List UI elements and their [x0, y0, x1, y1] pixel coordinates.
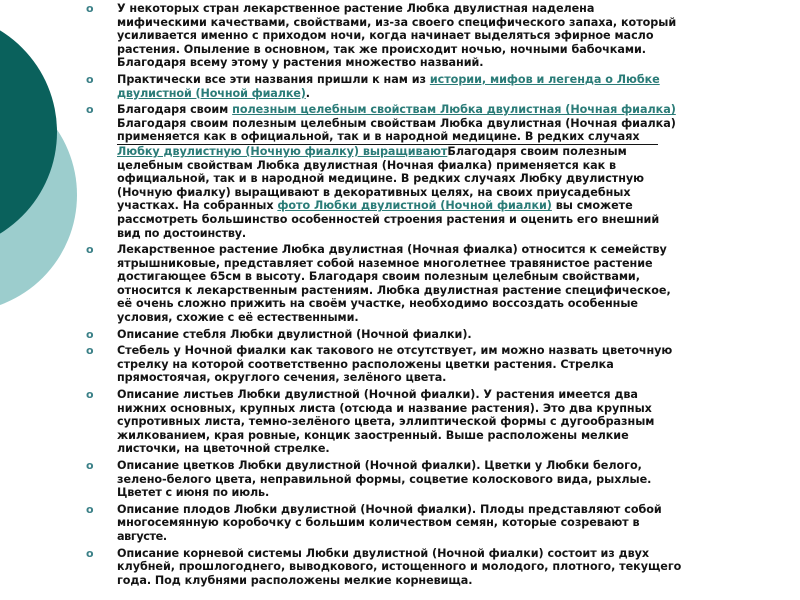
text-line: [117, 117, 796, 131]
text-segment: листочки, на цветочной стрелке.: [117, 442, 330, 456]
text-segment: Благодаря всему этому у растения множество названий.: [117, 56, 484, 70]
text-segment: Благодаря своим полезным целебным свойствам Любка двулистная (Ночная фиалка): [117, 116, 676, 130]
text-line: [117, 43, 796, 57]
text-line: [117, 172, 796, 186]
text-line: [117, 530, 796, 544]
text-segment: .: [305, 86, 310, 100]
text-line: [117, 270, 796, 284]
text-segment: жилкованием, края ровные, концик заостренный. Выше расположены мелкие: [117, 428, 629, 442]
bullet-icon: o: [86, 2, 94, 15]
text-line: [117, 402, 796, 416]
list-item: [84, 547, 796, 588]
text-segment: стрелку на которой соответственно расположены цветки растения. Стрелка: [117, 357, 614, 371]
text-line: [117, 459, 796, 473]
text-segment: относится к лекарственным растениям. Любка двулистная растение специфическое,: [117, 283, 671, 297]
text-line: [117, 186, 796, 200]
list-item: [84, 73, 796, 100]
article-link[interactable]: двулистной (Ночной фиалке): [117, 86, 306, 100]
text-line: [117, 371, 796, 385]
text-line: [117, 213, 796, 227]
text-segment: рассмотреть большинство особенностей строения растения и оценить его внешний: [117, 212, 660, 226]
text-segment: Описание корневой системы Любки двулистной (Ночной фиалки) состоит из двух: [117, 546, 650, 560]
bullet-icon: o: [86, 344, 94, 358]
text-segment: её очень сложно прижить на своём участке, необходимо воссоздать особенные: [117, 297, 638, 311]
text-segment: усиливается именно с приходом ночи, когда начинает выделяться эфирное масло: [117, 29, 654, 43]
text-line: [117, 473, 796, 487]
text-segment: растения. Опыление в основном, так же происходит ночью, ночными бабочками.: [117, 42, 646, 56]
bullet-icon: o: [86, 388, 94, 402]
text-segment: У некоторых стран лекарственное растение Любка двулистная наделена: [117, 2, 595, 15]
text-segment: Цветет с июня по июль.: [117, 486, 270, 500]
list-item: [84, 243, 796, 325]
text-segment: условия, схожие с её естественными.: [117, 311, 359, 325]
text-segment: клубней, прошлогоднего, выводкового, истощенного и молодого, плотного, текущего: [117, 560, 682, 574]
text-segment: вид по достоинству.: [117, 226, 246, 240]
text-segment: Описание стебля Любки двулистной (Ночной фиалки).: [117, 327, 472, 341]
text-segment: нижних основных, крупных листа (отсюда и название растения). Это два крупных: [117, 401, 652, 415]
text-segment: (Ночную фиалку) выращивают в декоративных целях, на своих приусадебных: [117, 185, 631, 199]
list-item: [84, 2, 796, 70]
decorative-circles: [0, 0, 90, 330]
bullet-icon: o: [86, 502, 94, 516]
text-line: [117, 227, 796, 241]
text-line: [117, 284, 796, 298]
text-line: [117, 73, 796, 87]
text-segment: Стебель у Ночной фиалки как такового не отсутствует, им можно назвать цветочную: [117, 344, 673, 358]
text-segment: Практически все эти названия пришли к нам из: [117, 72, 430, 86]
text-segment: августе.: [117, 529, 167, 543]
text-segment: Благодаря своим полезным: [447, 144, 627, 158]
bullet-icon: o: [86, 459, 94, 472]
text-line: [117, 87, 796, 101]
text-line: [117, 311, 796, 325]
bullet-icon: o: [86, 72, 94, 86]
text-line: [117, 243, 796, 257]
bullet-icon: o: [86, 546, 94, 560]
text-line: [117, 344, 796, 358]
text-line: [117, 503, 796, 517]
text-segment: прямостоячая, округлого сечения, зелёного цвета.: [117, 371, 447, 385]
text-line: [117, 560, 796, 574]
text-line: [117, 257, 796, 271]
text-segment: Благодаря своим: [117, 103, 233, 117]
text-segment: зелено-белого цвета, неправильной формы, соцветие колоскового вида, рыхлые.: [117, 472, 652, 486]
text-line: [117, 574, 796, 588]
text-segment: ятрышниковые, представляет собой наземное многолетнее травянистое растение: [117, 256, 653, 270]
list-item: [84, 459, 796, 500]
text-line: [117, 145, 796, 159]
bullet-list: [84, 2, 796, 590]
list-item: [84, 388, 796, 456]
text-segment: участках. На собранных: [117, 199, 278, 213]
bullet-icon: o: [86, 103, 94, 117]
text-segment: многосемянную коробочку с большим количеством семян, которые созревают в: [117, 516, 640, 530]
list-item: [84, 344, 796, 385]
text-line: [117, 358, 796, 372]
text-line: [117, 29, 796, 43]
text-line: [117, 130, 796, 145]
text-line: [117, 328, 796, 342]
text-line: [117, 16, 796, 30]
text-line: [117, 547, 796, 561]
text-segment: Описание цветков Любки двулистной (Ночной фиалки). Цветки у Любки белого,: [117, 459, 642, 472]
text-line: [117, 429, 796, 443]
text-segment: года. Под клубнями расположены мелкие корневища.: [117, 573, 473, 587]
list-item: [84, 503, 796, 544]
bullet-icon: o: [86, 327, 94, 341]
text-line: [117, 103, 796, 117]
list-item: [84, 103, 796, 240]
text-line: [117, 2, 796, 16]
text-segment: Описание плодов Любки двулистной (Ночной фиалки). Плоды представляют собой: [117, 502, 662, 516]
text-line: [117, 516, 796, 530]
text-line: [117, 159, 796, 173]
text-segment: Описание листьев Любки двулистной (Ночной фиалки). У растения имеется два: [117, 388, 638, 402]
text-line: [117, 442, 796, 456]
article-link[interactable]: полезным целебным свойствам Любка двулистная (Ночная фиалка): [232, 103, 676, 117]
text-segment: супротивных листа, темно-зелёного цвета, эллиптической формы с дугообразным: [117, 415, 655, 429]
list-item: [84, 328, 796, 342]
text-line: [117, 297, 796, 311]
article-link[interactable]: истории, мифов и легенда о Любке: [429, 72, 660, 86]
text-line: [117, 486, 796, 500]
text-segment: достигающее 65см в высоту. Благодаря своим полезным целебным свойствами,: [117, 270, 640, 284]
text-line: [117, 199, 796, 213]
text-segment: официальной, так и в народной медицине. В редких случаях Любку двулистную: [117, 172, 645, 186]
article-link[interactable]: фото Любки двулистной (Ночной фиалки): [277, 199, 552, 213]
text-segment: целебным свойствам Любка двулистная (Ночная фиалка) применяется как в: [117, 158, 617, 172]
text-line: [117, 56, 796, 70]
bullet-icon: o: [86, 243, 94, 257]
underlined-text: применяется как в официальной, так и в народной медицине. В редких случаях: [117, 131, 658, 145]
text-segment: вы сможете: [551, 199, 633, 213]
article-link[interactable]: Любку двулистную (Ночную фиалку) выращивают: [117, 144, 448, 158]
text-segment: Лекарственное растение Любка двулистная (Ночная фиалка) относится к семейству: [117, 243, 667, 257]
text-segment: мифическими качествами, свойствами, из-за своего специфического запаха, который: [117, 15, 677, 29]
text-line: [117, 415, 796, 429]
text-line: [117, 388, 796, 402]
